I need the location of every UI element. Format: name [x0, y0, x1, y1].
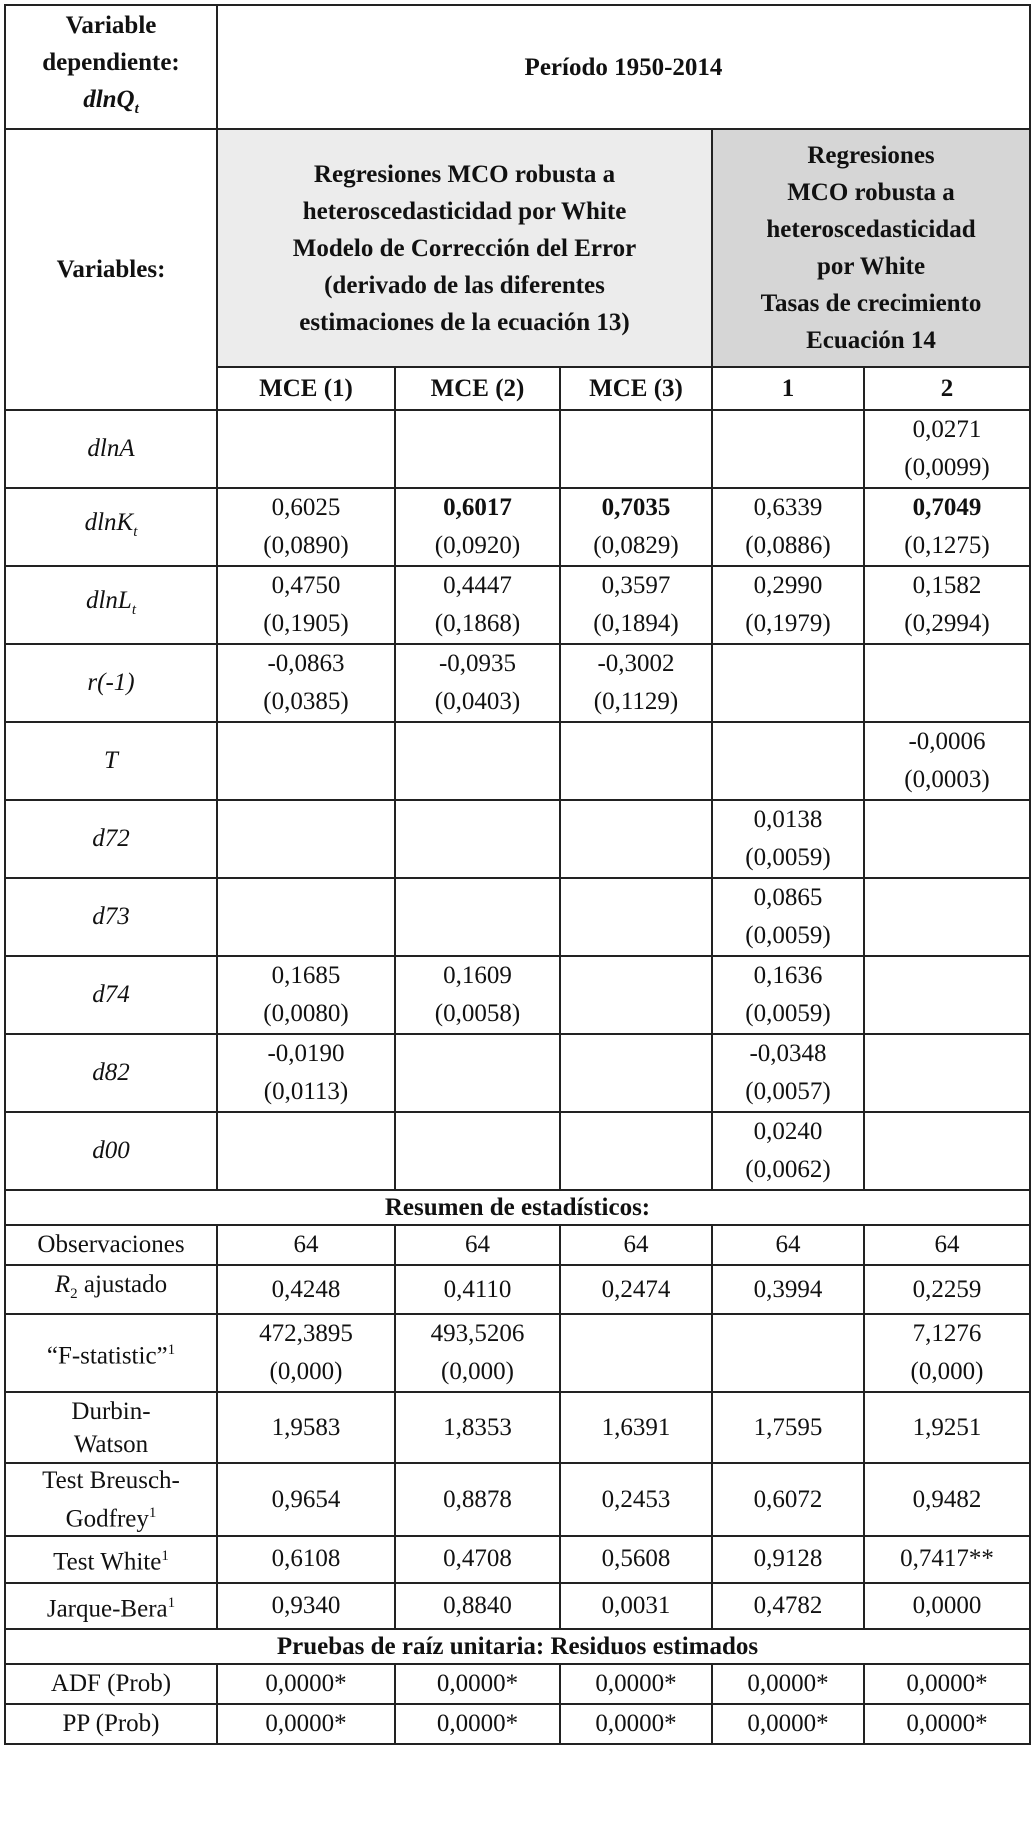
summary-title-row [5, 1190, 1030, 1225]
coefficient-value: -0,0006 [908, 728, 986, 755]
statistic-cell [560, 1392, 712, 1463]
summary-title: Resumen de estadísticos: [5, 1190, 1030, 1225]
variable-label [5, 800, 217, 878]
variable-name: d74 [92, 981, 130, 1008]
unit-root-title: Pruebas de raíz unitaria: Residuos estimados [5, 1629, 1030, 1664]
coefficient-cell [712, 800, 864, 878]
header-row-period [5, 5, 1030, 129]
regression-table [4, 4, 1031, 1745]
coefficient-cell [560, 410, 712, 488]
unit-root-title-row [5, 1629, 1030, 1664]
dependent-variable-cell [5, 5, 217, 129]
coefficient-cell [864, 878, 1030, 956]
statistic-value: 0,9482 [912, 1485, 982, 1513]
standard-error: (0,1894) [593, 610, 679, 637]
statistic-cell [217, 1392, 395, 1463]
statistic-cell [712, 1392, 864, 1463]
standard-error: (0,0057) [745, 1078, 831, 1105]
statistic-cell [712, 1265, 864, 1314]
coefficient-cell [395, 644, 560, 722]
statistic-value: 0,9128 [753, 1545, 823, 1573]
statistic-row [5, 1463, 1030, 1536]
statistic-value: 0,3994 [753, 1275, 823, 1303]
coefficient-value: 0,4750 [271, 572, 341, 599]
statistic-value: 0,2453 [601, 1485, 671, 1513]
coefficient-cell [560, 1112, 712, 1190]
variables-label-cell: Variables: [5, 129, 217, 410]
statistic-cell [560, 1463, 712, 1536]
coefficient-cell [864, 566, 1030, 644]
statistic-value: 64 [465, 1231, 490, 1258]
coefficient-cell [395, 1112, 560, 1190]
coefficient-value: 0,6025 [271, 494, 341, 521]
statistic-cell [864, 1314, 1030, 1392]
statistic-value: 1,9583 [271, 1413, 341, 1441]
coefficient-row [5, 956, 1030, 1034]
statistic-label [5, 1536, 217, 1582]
statistic-label-text: Observaciones [37, 1231, 185, 1258]
statistic-cell [395, 1463, 560, 1536]
coefficient-row [5, 878, 1030, 956]
coefficient-row [5, 1112, 1030, 1190]
statistic-value: 0,0000 [912, 1591, 982, 1619]
coefficient-row [5, 644, 1030, 722]
coefficient-value: -0,0935 [438, 650, 517, 677]
coefficient-cell [395, 956, 560, 1034]
statistic-label-text: Godfrey [65, 1505, 149, 1533]
coefficient-row [5, 1034, 1030, 1112]
standard-error: (0,2994) [904, 610, 990, 637]
standard-error: (0,0890) [263, 532, 349, 559]
variable-name: dlnK [84, 508, 134, 536]
statistic-cell [217, 1225, 395, 1265]
variable-name: d73 [92, 903, 130, 930]
statistic-value: 64 [623, 1231, 649, 1258]
coefficient-cell [712, 566, 864, 644]
statistic-cell [560, 1225, 712, 1265]
statistic-label-line [10, 1497, 212, 1535]
coefficient-cell [217, 722, 395, 800]
statistic-label-text: R [54, 1271, 71, 1298]
coefficient-value: 0,6017 [443, 494, 512, 521]
dep-var-line1: Variable [65, 11, 157, 39]
coefficient-value: -0,3002 [597, 650, 675, 677]
coefficient-value: 0,0138 [753, 806, 823, 833]
statistic-value: 0,6108 [271, 1545, 341, 1573]
unit-root-value: 0,0000* [217, 1704, 395, 1744]
statistic-label [5, 1392, 217, 1463]
statistic-cell [395, 1265, 560, 1314]
statistic-value: 0,7417** [900, 1545, 994, 1573]
statistic-label-text: Watson [73, 1430, 149, 1458]
unit-root-value: 0,0000* [712, 1704, 864, 1744]
statistic-label [5, 1314, 217, 1392]
coefficient-cell [217, 1034, 395, 1112]
standard-error: (0,0113) [263, 1078, 349, 1105]
variable-name: d00 [92, 1137, 130, 1164]
statistic-value: 7,1276 [912, 1320, 982, 1347]
group1-line: (derivado de las diferentes [324, 271, 605, 299]
statistic-value: (0,000) [269, 1358, 343, 1385]
coefficient-row [5, 410, 1030, 488]
coefficient-cell [864, 410, 1030, 488]
standard-error: (0,0059) [745, 844, 831, 871]
unit-root-row [5, 1704, 1030, 1744]
statistic-value: 64 [293, 1231, 319, 1258]
statistic-cell [560, 1583, 712, 1629]
statistic-value: 64 [934, 1231, 960, 1258]
statistic-label [5, 1225, 217, 1265]
footnote-marker: 1 [167, 1341, 176, 1358]
statistic-value: 0,4110 [443, 1275, 512, 1303]
statistic-value: 1,9251 [912, 1413, 982, 1441]
variable-name: d82 [92, 1059, 130, 1086]
statistic-cell [864, 1536, 1030, 1582]
standard-error: (0,1979) [745, 610, 831, 637]
statistic-row [5, 1225, 1030, 1265]
coefficient-cell [864, 800, 1030, 878]
unit-root-value: 0,0000* [712, 1664, 864, 1704]
footnote-marker: 1 [161, 1548, 169, 1565]
statistic-value: 0,4782 [753, 1591, 823, 1619]
header-row-groups [5, 129, 1030, 367]
group1-line: heteroscedasticidad por White [302, 197, 627, 225]
standard-error: (0,0062) [745, 1156, 831, 1183]
standard-error: (0,0385) [263, 688, 349, 715]
statistic-value: 0,5608 [601, 1545, 671, 1573]
group1-line: Modelo de Corrección del Error [292, 234, 637, 262]
coefficient-value: 0,4447 [443, 572, 512, 599]
statistic-label [5, 1583, 217, 1629]
coefficient-cell [395, 800, 560, 878]
unit-root-value: 0,0000* [217, 1664, 395, 1704]
variable-name: dlnA [87, 435, 135, 462]
column-header: MCE (2) [395, 367, 560, 410]
statistic-value: (0,000) [441, 1358, 514, 1385]
statistic-cell [395, 1392, 560, 1463]
coefficient-cell [560, 722, 712, 800]
variable-name: T [104, 747, 118, 774]
statistic-value: 0,2259 [912, 1275, 982, 1303]
statistic-cell [395, 1536, 560, 1582]
coefficient-row [5, 800, 1030, 878]
dep-var-symbol-wrap [10, 81, 212, 128]
standard-error: (0,0059) [745, 922, 831, 949]
coefficient-cell [712, 1034, 864, 1112]
coefficient-value: 0,0271 [912, 416, 982, 443]
coefficient-cell [217, 410, 395, 488]
statistic-value: (0,000) [910, 1358, 984, 1385]
coefficient-value: 0,7035 [601, 494, 671, 521]
footnote-marker: 1 [148, 1505, 157, 1521]
footnote-marker: 1 [167, 1594, 176, 1611]
variable-name: dlnL [85, 586, 132, 614]
statistic-label-text: Test White [53, 1548, 162, 1576]
statistic-value: 0,8840 [443, 1591, 512, 1619]
statistic-row [5, 1265, 1030, 1314]
standard-error: (0,1868) [434, 610, 521, 637]
standard-error: (0,0058) [434, 1000, 521, 1027]
group2-line: Ecuación 14 [806, 327, 936, 354]
statistic-subscript: 2 [70, 1286, 78, 1302]
statistic-value: 1,8353 [443, 1413, 512, 1441]
coefficient-cell [560, 800, 712, 878]
group2-line: Regresiones [807, 142, 935, 169]
variable-label [5, 566, 217, 644]
coefficient-value: 0,6339 [753, 494, 823, 521]
statistic-value: 0,4248 [271, 1275, 341, 1303]
coefficient-value: 0,1685 [271, 962, 341, 989]
coefficient-cell [712, 878, 864, 956]
statistic-value: 0,9340 [271, 1591, 341, 1619]
statistic-label-text: Test Breusch- [42, 1467, 180, 1494]
unit-root-value: 0,0000* [560, 1664, 712, 1704]
dep-var-symbol: dlnQ [83, 85, 135, 113]
coefficient-cell [864, 1034, 1030, 1112]
standard-error: (0,1905) [263, 610, 349, 637]
standard-error: (0,0403) [434, 688, 521, 715]
statistic-cell [864, 1583, 1030, 1629]
variable-label [5, 644, 217, 722]
statistic-cell [712, 1463, 864, 1536]
statistic-cell [217, 1265, 395, 1314]
statistic-row [5, 1314, 1030, 1392]
coefficient-cell [395, 488, 560, 566]
statistic-row [5, 1583, 1030, 1629]
coefficient-cell [560, 878, 712, 956]
coefficient-cell [395, 722, 560, 800]
variable-label [5, 1112, 217, 1190]
unit-root-value: 0,0000* [864, 1704, 1030, 1744]
group2-line: heteroscedasticidad [766, 216, 976, 243]
standard-error: (0,0003) [904, 766, 990, 793]
statistic-label-line [10, 1428, 212, 1461]
coefficient-value: 0,0240 [753, 1118, 823, 1145]
variable-label [5, 488, 217, 566]
coefficient-cell [864, 644, 1030, 722]
unit-root-value: 0,0000* [560, 1704, 712, 1744]
standard-error: (0,0920) [434, 532, 521, 559]
standard-error: (0,0829) [593, 532, 679, 559]
coefficient-cell [712, 722, 864, 800]
group2-line: por White [816, 253, 926, 280]
statistic-cell [712, 1225, 864, 1265]
dep-var-line2: dependiente: [42, 48, 180, 76]
statistic-value: 0,9654 [271, 1485, 341, 1513]
statistic-cell [395, 1583, 560, 1629]
standard-error: (0,1275) [904, 532, 990, 559]
variable-label [5, 722, 217, 800]
statistic-value: 1,6391 [601, 1413, 671, 1441]
variable-label [5, 1034, 217, 1112]
variable-name: d72 [92, 825, 130, 852]
coefficient-value: -0,0190 [267, 1040, 345, 1067]
coefficient-cell [712, 488, 864, 566]
variable-label [5, 878, 217, 956]
coefficient-cell [864, 722, 1030, 800]
statistic-cell [217, 1583, 395, 1629]
unit-root-label: PP (Prob) [5, 1704, 217, 1744]
standard-error: (0,0080) [263, 1000, 349, 1027]
statistic-cell [864, 1463, 1030, 1536]
coefficient-value: 0,1582 [912, 572, 982, 599]
statistic-cell [864, 1392, 1030, 1463]
statistic-label [5, 1463, 217, 1536]
coefficient-cell [395, 1034, 560, 1112]
coefficient-value: 0,3597 [601, 572, 671, 599]
coefficient-cell [395, 878, 560, 956]
coefficient-cell [560, 488, 712, 566]
unit-root-label: ADF (Prob) [5, 1664, 217, 1704]
statistic-value: 0,0031 [601, 1591, 671, 1619]
column-header: 2 [864, 367, 1030, 410]
statistic-cell [217, 1314, 395, 1392]
coefficient-cell [560, 566, 712, 644]
statistic-value: 64 [775, 1231, 801, 1258]
coefficient-cell [712, 644, 864, 722]
dep-var-sub: t [134, 100, 139, 117]
group2-line: Tasas de crecimiento [760, 290, 982, 317]
coefficient-value: -0,0348 [749, 1040, 827, 1067]
coefficient-cell [217, 956, 395, 1034]
group2-line: MCO robusta a [787, 179, 955, 206]
coefficient-cell [560, 1034, 712, 1112]
standard-error: (0,0099) [904, 454, 990, 481]
variable-label [5, 956, 217, 1034]
statistic-value: 0,2474 [601, 1275, 671, 1303]
unit-root-value: 0,0000* [395, 1664, 560, 1704]
statistic-label-text: Jarque-Bera [46, 1594, 168, 1622]
statistic-cell [560, 1536, 712, 1582]
coefficient-value: 0,7049 [912, 494, 982, 521]
statistic-label-text: “F-statistic” [46, 1342, 168, 1370]
variable-subscript: t [133, 523, 138, 540]
group1-line: estimaciones de la ecuación 13) [299, 308, 630, 336]
statistic-label-text: Durbin- [71, 1397, 151, 1425]
statistic-cell [712, 1536, 864, 1582]
coefficient-cell [395, 566, 560, 644]
statistic-label-line [10, 1464, 212, 1497]
statistic-value: 0,4708 [443, 1545, 512, 1573]
coefficient-cell [217, 566, 395, 644]
statistic-cell [395, 1225, 560, 1265]
variable-name: r(-1) [87, 669, 135, 696]
statistic-row [5, 1392, 1030, 1463]
coefficient-cell [712, 1112, 864, 1190]
coefficient-cell [864, 488, 1030, 566]
coefficient-cell [864, 1112, 1030, 1190]
unit-root-value: 0,0000* [864, 1664, 1030, 1704]
statistic-cell [712, 1583, 864, 1629]
coefficient-cell [712, 956, 864, 1034]
coefficient-row [5, 566, 1030, 644]
statistic-value: 472,3895 [259, 1320, 353, 1347]
coefficient-value: 0,1609 [443, 962, 512, 989]
unit-root-value: 0,0000* [395, 1704, 560, 1744]
coefficient-cell [217, 644, 395, 722]
coefficient-cell [560, 644, 712, 722]
coefficient-cell [217, 878, 395, 956]
column-header: MCE (3) [560, 367, 712, 410]
coefficient-cell [217, 1112, 395, 1190]
coefficient-cell [217, 488, 395, 566]
coefficient-value: 0,1636 [753, 962, 823, 989]
statistic-cell [560, 1314, 712, 1392]
statistic-cell [864, 1225, 1030, 1265]
regression-table-container [4, 4, 1031, 1745]
statistic-cell [395, 1314, 560, 1392]
statistic-label-rest: ajustado [77, 1271, 168, 1298]
coefficient-value: 0,2990 [753, 572, 823, 599]
statistic-cell [217, 1536, 395, 1582]
unit-root-row [5, 1664, 1030, 1704]
standard-error: (0,1129) [593, 688, 679, 715]
coefficient-cell [712, 410, 864, 488]
coefficient-cell [395, 410, 560, 488]
coefficient-row [5, 488, 1030, 566]
coefficient-cell [217, 800, 395, 878]
standard-error: (0,0886) [745, 532, 831, 559]
coefficient-cell [560, 956, 712, 1034]
statistic-row [5, 1536, 1030, 1582]
statistic-label [5, 1265, 217, 1314]
statistic-label-line [10, 1395, 212, 1428]
statistic-cell [864, 1265, 1030, 1314]
statistic-value: 493,5206 [430, 1320, 525, 1347]
statistic-value: 0,8878 [443, 1485, 512, 1513]
coefficient-value: 0,0865 [753, 884, 823, 911]
statistic-cell [560, 1265, 712, 1314]
coefficient-cell [864, 956, 1030, 1034]
statistic-value: 0,6072 [753, 1485, 823, 1513]
coefficient-row [5, 722, 1030, 800]
variable-label [5, 410, 217, 488]
column-header: MCE (1) [217, 367, 395, 410]
statistic-value: 1,7595 [753, 1413, 823, 1441]
group1-header-cell [217, 129, 712, 367]
statistic-cell [712, 1314, 864, 1392]
group1-line: Regresiones MCO robusta a [313, 160, 616, 188]
coefficient-value: -0,0863 [267, 650, 345, 677]
standard-error: (0,0059) [745, 1000, 831, 1027]
period-cell: Período 1950-2014 [217, 5, 1030, 129]
column-header: 1 [712, 367, 864, 410]
statistic-cell [217, 1463, 395, 1536]
group2-header-cell [712, 129, 1030, 367]
variable-subscript: t [131, 601, 137, 618]
